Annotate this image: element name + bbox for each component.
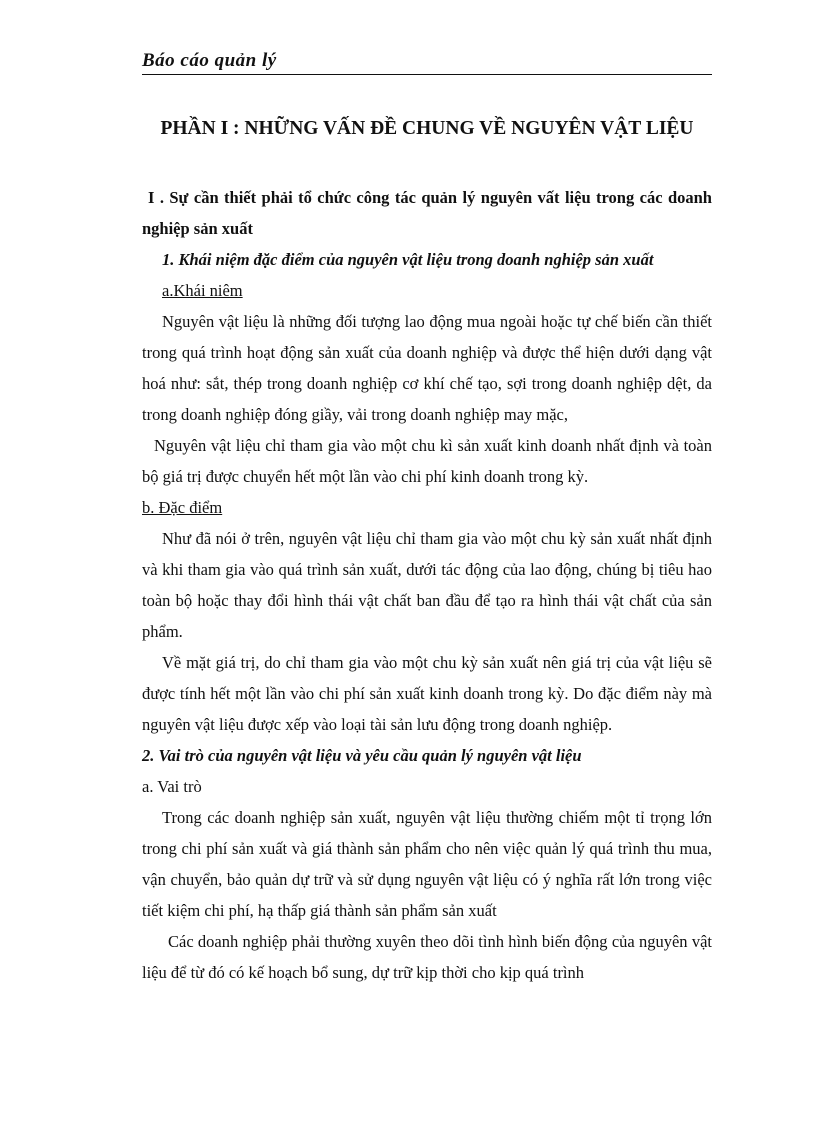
subsection-1-title: 1. Khái niệm đặc điểm của nguyên vật liệu trong doanh nghiệp sản xuất: [162, 250, 654, 269]
page-header: [142, 50, 712, 75]
paragraph-value: Về mặt giá trị, do chỉ tham gia vào một chu kỳ sản xuất nên giá trị của vật liệu sẽ được tính hết một lần vào chi phí sản xuất kinh doanh trong kỳ. Do đặc điểm này mà nguyên vật liệu được xếp vào loại tài sản lưu động trong doanh nghiệp.: [142, 653, 712, 734]
paragraph-definition-2: Nguyên vật liệu chỉ tham gia vào một chu kì sản xuất kinh doanh nhất định và toàn bộ giá trị được chuyển hết một lần vào chi phí kinh doanh trong kỳ.: [142, 436, 712, 486]
subsection-2-title: 2. Vai trò của nguyên vật liệu và yêu cầu quản lý nguyên vật liệu: [142, 746, 582, 765]
document-body: [142, 182, 712, 988]
paragraph-role: Trong các doanh nghiệp sản xuất, nguyên vật liệu thường chiếm một tỉ trọng lớn trong chi phí sản xuất và giá thành sản phẩm cho nên việc quản lý quá trình thu mua, vận chuyển, bảo quản dự trữ và sử dụng nguyên vật liệu có ý nghĩa rất lớn trong việc tiết kiệm chi phí, hạ thấp giá thành sản phẩm sản xuất: [142, 808, 712, 920]
paragraph-definition: Nguyên vật liệu là những đối tượng lao động mua ngoài hoặc tự chế biến cần thiết trong quá trình hoạt động sản xuất của doanh nghiệp và được thể hiện dưới dạng vật hoá như: sắt, thép trong doanh nghiệp cơ khí chế tạo, sợi trong doanh nghiệp dệt, da trong doanh nghiệp đóng giầy, vải trong doanh nghiệp may mặc,: [142, 312, 712, 424]
subsection-1b-label-text: b. Đặc điểm: [142, 498, 223, 517]
section-I-title: I . Sự cần thiết phải tổ chức công tác quản lý nguyên vất liệu trong các doanh nghiệp sản xuất: [142, 188, 712, 238]
subsection-1a-label: [142, 275, 712, 306]
subsection-2a-label: a. Vai trò: [142, 777, 202, 796]
part-title: PHẦN I : NHỮNG VẤN ĐỀ CHUNG VỀ NGUYÊN VẬT LIỆU: [160, 118, 694, 139]
paragraph-characteristics: Như đã nói ở trên, nguyên vật liệu chỉ tham gia vào một chu kỳ sản xuất nhất định và khi tham gia vào quá trình sản xuất, dưới tác động của lao động, chúng bị tiêu hao toàn bộ hoặc thay đổi hình thái vật chất ban đầu để tạo ra hình thái vật chất của sản phẩm.: [142, 529, 712, 641]
subsection-1b-label: [142, 492, 712, 523]
header-title: Báo cáo quản lý: [142, 50, 277, 71]
paragraph-monitoring: Các doanh nghiệp phải thường xuyên theo dõi tình hình biến động của nguyên vật liệu để từ đó có kế hoạch bổ sung, dự trữ kịp thời cho kịp quá trình: [142, 932, 712, 982]
subsection-1a-label-text: a.Khái niêm: [162, 281, 243, 300]
